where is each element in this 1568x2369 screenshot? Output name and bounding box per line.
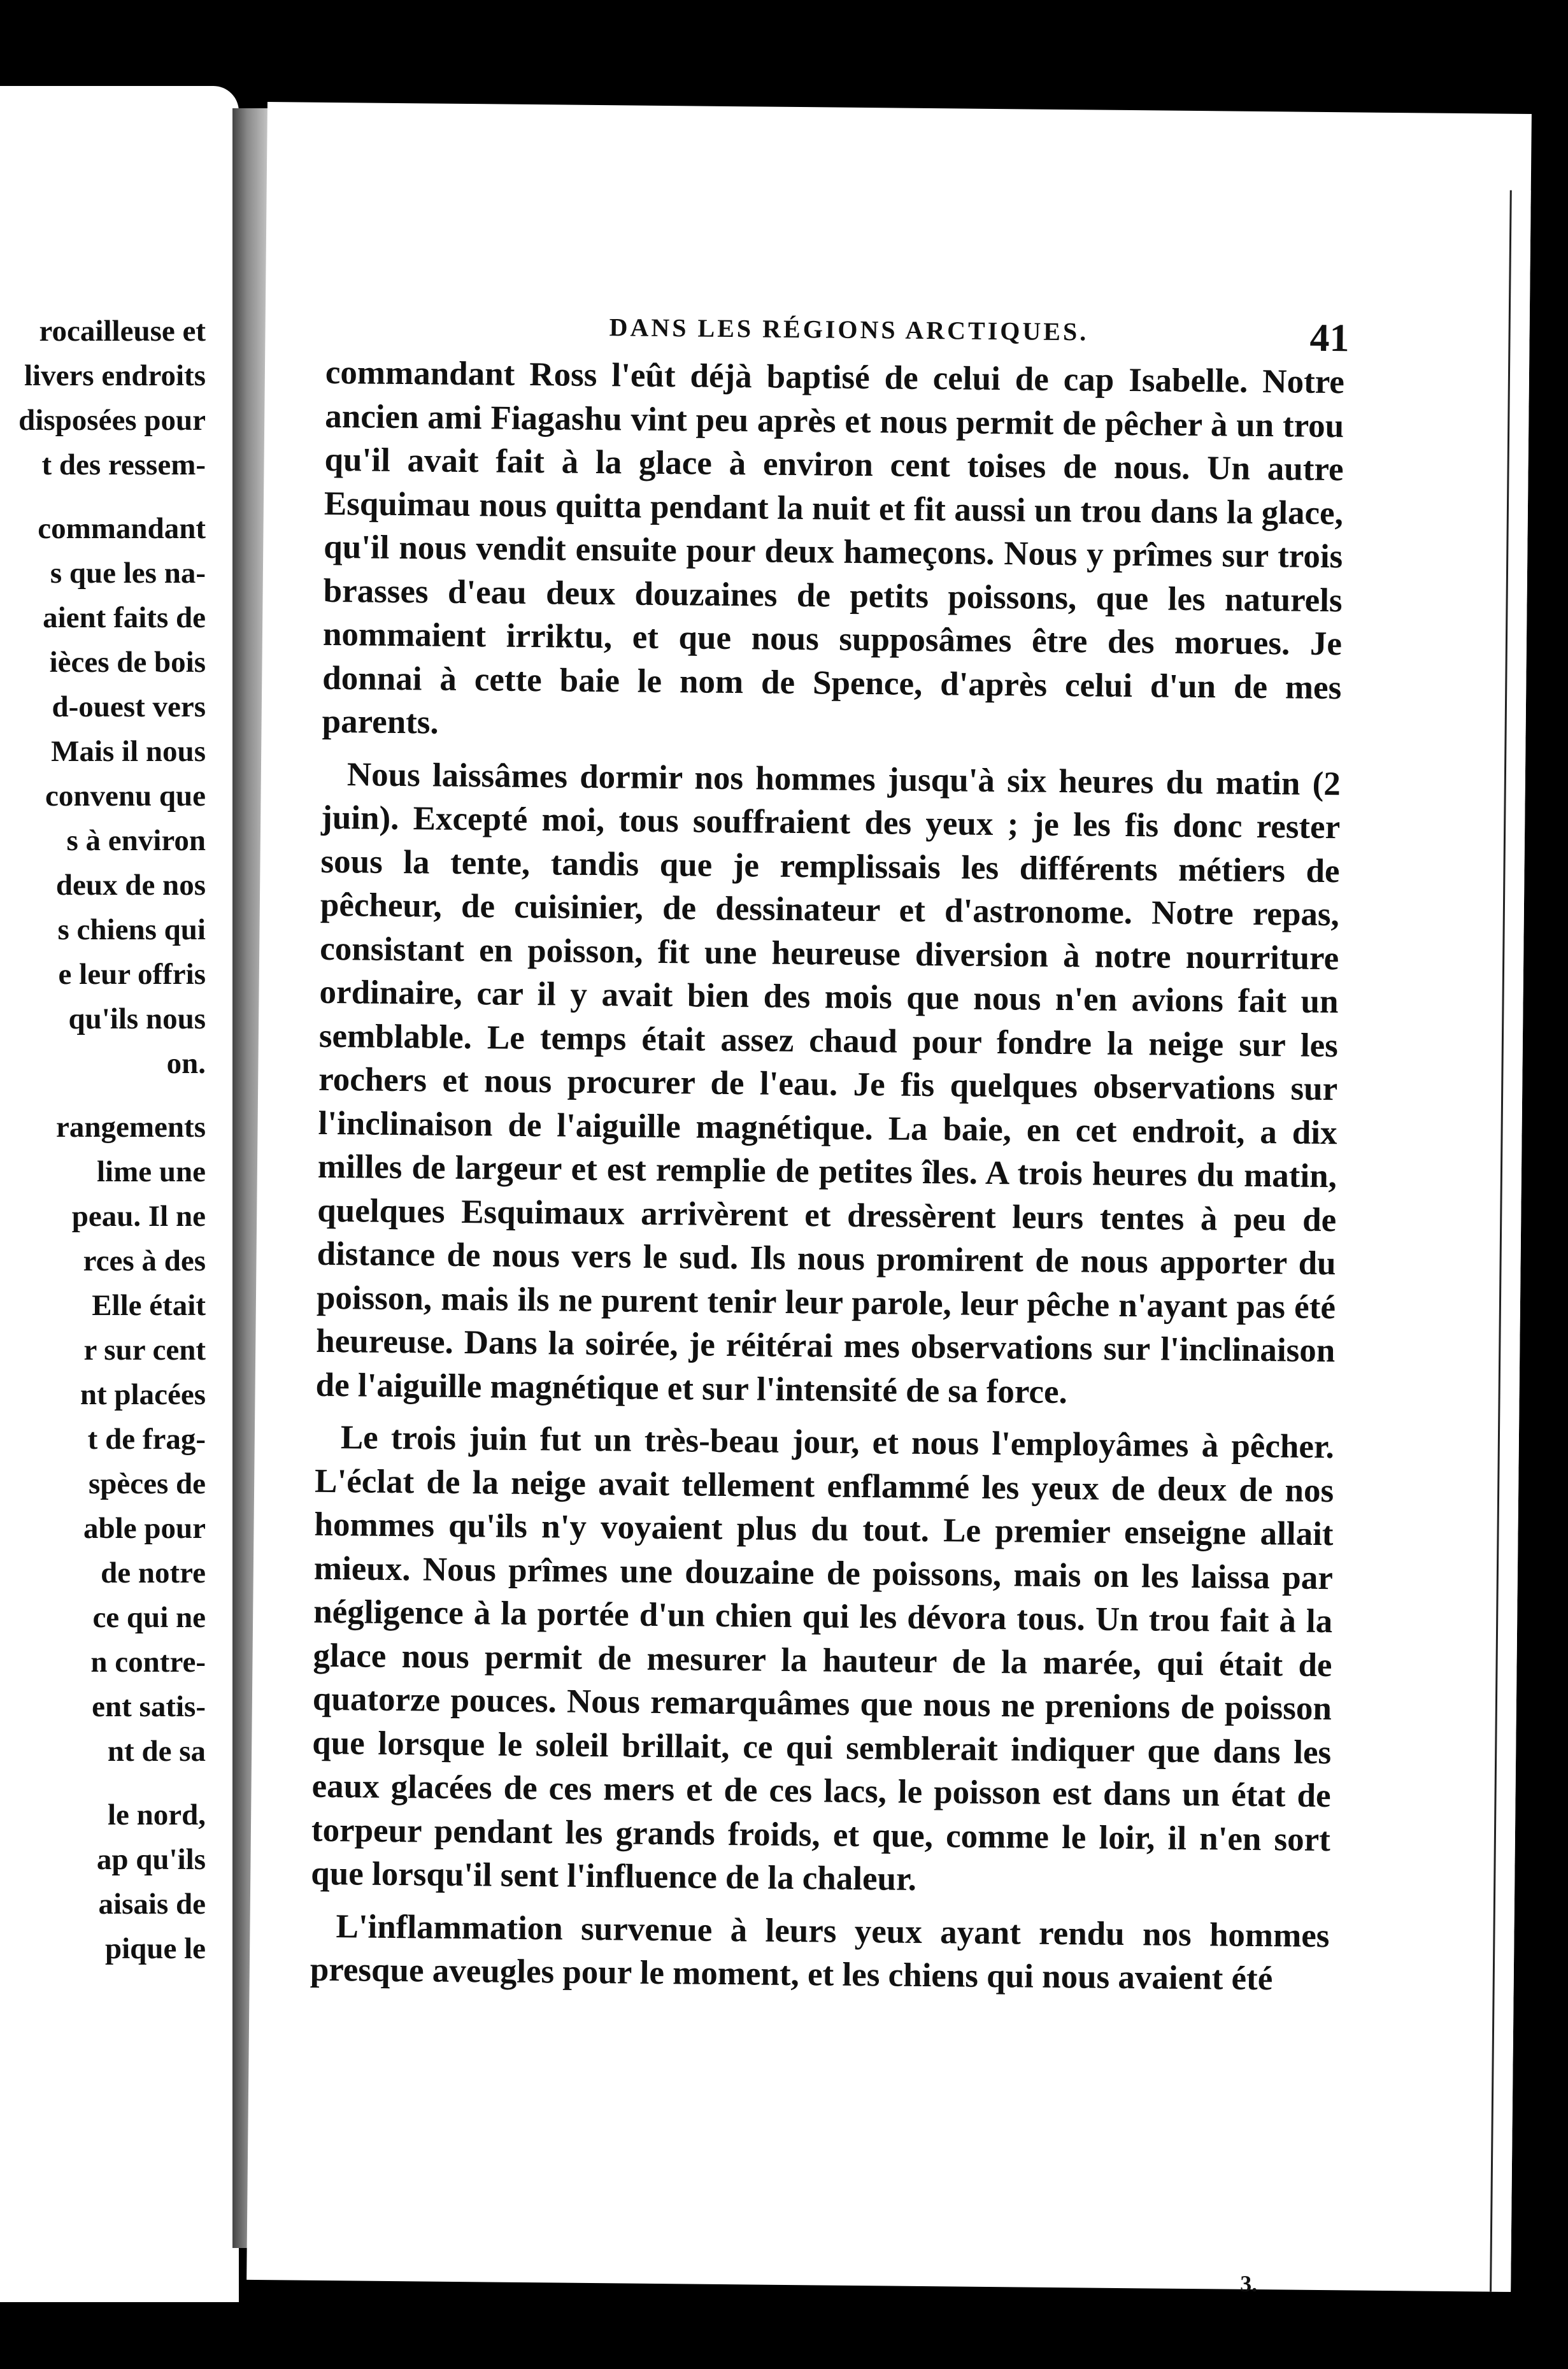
left-line: rces à des xyxy=(83,1244,206,1277)
left-line: aisais de xyxy=(98,1888,206,1921)
left-line: r sur cent xyxy=(83,1334,206,1367)
left-line: lime une xyxy=(96,1155,206,1188)
left-line: d-ouest vers xyxy=(52,690,206,723)
left-line: Mais il nous xyxy=(51,735,206,768)
left-line: ièces de bois xyxy=(49,646,206,679)
left-line: disposées pour xyxy=(18,404,206,437)
left-line: spèces de xyxy=(88,1467,206,1500)
left-line: commandant xyxy=(38,512,206,545)
page-edge xyxy=(1490,190,1531,2292)
right-page xyxy=(246,102,1532,2297)
left-line: rangements xyxy=(56,1111,206,1144)
left-line: n contre- xyxy=(90,1646,206,1679)
left-line: nt de sa xyxy=(107,1735,206,1768)
left-line: on. xyxy=(166,1047,206,1080)
left-line: s que les na- xyxy=(50,557,206,590)
left-line: e leur offris xyxy=(58,958,206,991)
left-page-text xyxy=(0,309,206,1971)
left-line: Elle était xyxy=(92,1289,206,1322)
left-page xyxy=(0,86,239,2302)
paragraph: Le trois juin fut un très-beau jour, et nous l'employâmes à pêcher. L'éclat de la neige avait tellement enflammé les yeux de deux de nos hommes qu'ils n'y voyaient plus du tout. Le premier enseigne allait mieux. Nous prîmes une douzaine de poissons, mais on les laissa par négligence à la portée d'un chien qui les dévora tous. Un trou fait à la glace nous permit de mesurer la hauteur de la marée, qui était de quatorze pouces. Nous remarquâmes que nous ne prenions de poisson que lorsque le soleil brillait, ce qui semblerait indiquer que dans les eaux glacées de ces mers et de ces lacs, le poisson est dans un état de torpeur pendant les grands froids, et que, comme le loir, il n'en sort que lorsqu'il sent l'influence de la chaleur. xyxy=(311,1419,1335,1898)
paragraph: L'inflammation survenue à leurs yeux ayant rendu nos hommes presque aveugles pour le moment, et les chiens qui nous avaient été xyxy=(310,1907,1330,1998)
left-line: ap qu'ils xyxy=(96,1843,206,1876)
paragraph: Nous laissâmes dormir nos hommes jusqu'à six heures du matin (2 juin). Excepté moi, tous souffraient des yeux ; je les fis donc rester sous la tente, tandis que je remplissais les différents métiers de pêcheur, de cuisinier, de dessinateur et d'astronome. Notre repas, consistant en poisson, fit une heureuse diversion à notre nourriture ordinaire, car il y avait bien des mois que nous n'en avions fait un semblable. Le temps était assez chaud pour fondre la neige sur les rochers et nous procurer de l'eau. Je fis quelques observations sur l'inclinaison de l'aiguille magnétique. La baie, en cet endroit, a dix milles de largeur et est remplie de petites îles. A trois heures du matin, quelques Esquimaux arrivèrent et dressèrent leurs tentes à peu de distance de nous vers le sud. Ils nous promirent de nous apporter du poisson, mais ils ne purent tenir leur parole, leur pêche n'ayant pas été heureuse. Dans la soirée, je réitérai mes observations sur l'inclinaison de l'aiguille magnétique et sur l'intensité de sa force. xyxy=(315,755,1341,1411)
signature-mark: 3. xyxy=(1239,2270,1258,2297)
left-line: s à environ xyxy=(66,824,206,857)
running-head: DANS LES RÉGIONS ARCTIQUES. xyxy=(609,313,1089,346)
left-line: deux de nos xyxy=(55,869,206,902)
left-line: nt placées xyxy=(80,1378,206,1411)
left-line: livers endroits xyxy=(24,359,206,392)
left-line: able pour xyxy=(83,1512,206,1545)
left-line: ent satis- xyxy=(92,1690,206,1723)
left-line: rocailleuse et xyxy=(39,315,206,348)
left-line: pique le xyxy=(104,1932,206,1965)
paragraph: commandant Ross l'eût déjà baptisé de celui de cap Isabelle. Notre ancien ami Fiagashu vint peu après et nous permit de pêcher à un trou qu'il avait fait à la glace à environ cent toises de nous. Un autre Esquimau nous quitta pendant la nuit et fit aussi un trou dans la glace, qu'il nous vendit ensuite pour deux hameçons. Nous y prîmes sur trois brasses d'eau deux douzaines de petits poissons, que les naturels nommaient irriktu, et que nous supposâmes être des morues. Je donnai à cette baie le nom de Spence, d'après celui d'un de mes parents. xyxy=(322,353,1345,741)
left-line: aient faits de xyxy=(43,601,206,634)
left-line: convenu que xyxy=(45,779,206,813)
page-body xyxy=(310,351,1344,2010)
left-line: s chiens qui xyxy=(57,913,206,946)
left-line: t des ressem- xyxy=(41,448,206,481)
page-number: 41 xyxy=(1309,316,1350,360)
left-line: qu'ils nous xyxy=(68,1002,206,1035)
left-line: t de frag- xyxy=(87,1423,206,1456)
left-line: peau. Il ne xyxy=(71,1200,206,1233)
left-line: ce qui ne xyxy=(92,1601,206,1634)
left-line: le nord, xyxy=(107,1798,206,1832)
left-line: de notre xyxy=(101,1556,206,1590)
